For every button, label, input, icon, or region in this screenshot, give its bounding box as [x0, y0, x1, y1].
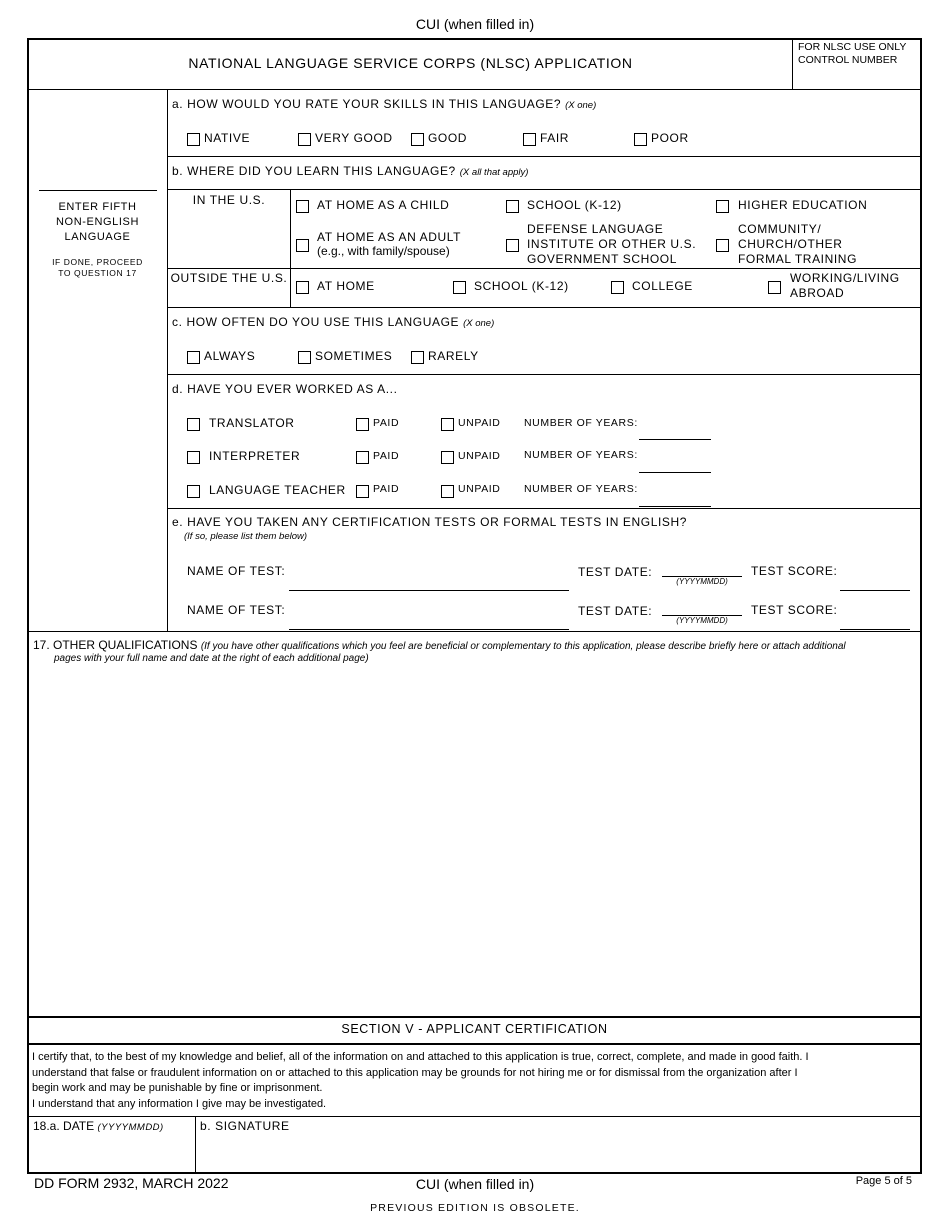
- college-label: COLLEGE: [632, 279, 693, 293]
- question-b: b. WHERE DID YOU LEARN THIS LANGUAGE? (X all that apply): [172, 164, 529, 178]
- sometimes-label: SOMETIMES: [315, 349, 393, 363]
- teacher-checkbox[interactable]: [187, 485, 200, 498]
- rarely-checkbox[interactable]: [411, 351, 424, 364]
- signature-field[interactable]: [198, 1136, 918, 1170]
- test-name-field-1[interactable]: [289, 590, 569, 591]
- previous-edition-note: PREVIOUS EDITION IS OBSOLETE.: [370, 1202, 580, 1214]
- interpreter-years-field[interactable]: [639, 472, 711, 473]
- test-date-label: TEST DATE:: [578, 565, 653, 579]
- unpaid-label: UNPAID: [458, 417, 501, 429]
- rarely-label: RARELY: [428, 349, 479, 363]
- question-e-hint: (If so, please list them below): [184, 531, 308, 542]
- outside-us-label: OUTSIDE THE U.S.: [170, 271, 288, 285]
- test-date-label: TEST DATE:: [578, 604, 653, 618]
- fair-checkbox[interactable]: [523, 133, 536, 146]
- unpaid-label: UNPAID: [458, 483, 501, 495]
- date-format-hint: (YYYYMMDD): [676, 577, 728, 586]
- test-score-label: TEST SCORE:: [751, 603, 838, 617]
- translator-unpaid-checkbox[interactable]: [441, 418, 454, 431]
- interpreter-label: INTERPRETER: [209, 449, 301, 463]
- cui-marking-top: CUI (when filled in): [415, 16, 535, 32]
- abroad-at-home-checkbox[interactable]: [296, 281, 309, 294]
- cui-marking-bottom: CUI (when filled in): [415, 1176, 535, 1192]
- other-qualifications-field[interactable]: [30, 670, 919, 1014]
- years-label: NUMBER OF YEARS:: [524, 449, 638, 461]
- native-label: NATIVE: [204, 131, 251, 145]
- page-number: Page 5 of 5: [855, 1175, 912, 1187]
- question-d: d. HAVE YOU EVER WORKED AS A...: [172, 382, 398, 396]
- test-name-field-2[interactable]: [289, 629, 569, 630]
- question-e: e. HAVE YOU TAKEN ANY CERTIFICATION TESTS OR FORMAL TESTS IN ENGLISH?: [172, 515, 688, 529]
- native-checkbox[interactable]: [187, 133, 200, 146]
- higher-education-label: HIGHER EDUCATION: [738, 198, 868, 212]
- interpreter-paid-checkbox[interactable]: [356, 451, 369, 464]
- teacher-years-field[interactable]: [639, 506, 711, 507]
- at-home-child-label: AT HOME AS A CHILD: [317, 198, 450, 212]
- interpreter-unpaid-checkbox[interactable]: [441, 451, 454, 464]
- always-label: ALWAYS: [204, 349, 256, 363]
- higher-education-checkbox[interactable]: [716, 200, 729, 213]
- abroad-at-home-label: AT HOME: [317, 279, 375, 293]
- paid-label: PAID: [373, 450, 400, 462]
- nlsc-use-only-label: FOR NLSC USE ONLY: [798, 41, 907, 53]
- section-v-title: SECTION V - APPLICANT CERTIFICATION: [341, 1022, 608, 1036]
- school-k12-us-label: SCHOOL (K-12): [527, 198, 622, 212]
- other-qualifications-label: 17. OTHER QUALIFICATIONS (If you have other qualifications which you feel are beneficial or complementary to this application, please describe briefly here or attach additional: [33, 638, 846, 652]
- test-score-label: TEST SCORE:: [751, 564, 838, 578]
- in-us-label: IN THE U.S.: [192, 193, 266, 207]
- unpaid-label: UNPAID: [458, 450, 501, 462]
- form-number: DD FORM 2932, MARCH 2022: [34, 1175, 229, 1191]
- teacher-unpaid-checkbox[interactable]: [441, 485, 454, 498]
- control-number-label: CONTROL NUMBER: [798, 54, 898, 66]
- always-checkbox[interactable]: [187, 351, 200, 364]
- school-k12-us-checkbox[interactable]: [506, 200, 519, 213]
- abroad-school-label: SCHOOL (K-12): [474, 279, 569, 293]
- interpreter-checkbox[interactable]: [187, 451, 200, 464]
- translator-paid-checkbox[interactable]: [356, 418, 369, 431]
- years-label: NUMBER OF YEARS:: [524, 483, 638, 495]
- fifth-language-label: ENTER FIFTH NON-ENGLISH LANGUAGE: [56, 201, 139, 243]
- working-abroad-checkbox[interactable]: [768, 281, 781, 294]
- abroad-school-checkbox[interactable]: [453, 281, 466, 294]
- defense-language-checkbox[interactable]: [506, 239, 519, 252]
- paid-label: PAID: [373, 483, 400, 495]
- working-abroad-label: WORKING/LIVING ABROAD: [790, 271, 900, 300]
- sometimes-checkbox[interactable]: [298, 351, 311, 364]
- certification-text: I certify that, to the best of my knowledge and belief, all of the information on and attached to this application is true, correct, complete, and made in good faith. I understand that false or fraudulent information on or attached to this application may be grounds for not hiring me or for dismissal from the organization after I begin work and may be punishable by fine or imprisonment. I understand that any information I give may be investigated.: [32, 1051, 809, 1110]
- at-home-child-checkbox[interactable]: [296, 200, 309, 213]
- at-home-adult-checkbox[interactable]: [296, 239, 309, 252]
- proceed-note: IF DONE, PROCEED TO QUESTION 17: [52, 257, 143, 278]
- translator-years-field[interactable]: [639, 439, 711, 440]
- translator-checkbox[interactable]: [187, 418, 200, 431]
- community-training-checkbox[interactable]: [716, 239, 729, 252]
- college-checkbox[interactable]: [611, 281, 624, 294]
- fair-label: FAIR: [540, 131, 570, 145]
- question-a: a. HOW WOULD YOU RATE YOUR SKILLS IN THIS LANGUAGE? (X one): [172, 97, 597, 111]
- date-field[interactable]: [30, 1136, 193, 1170]
- paid-label: PAID: [373, 417, 400, 429]
- poor-label: POOR: [651, 131, 689, 145]
- defense-language-label: DEFENSE LANGUAGE INSTITUTE OR OTHER U.S. GOVERNMENT SCHOOL: [527, 222, 697, 266]
- teacher-label: LANGUAGE TEACHER: [209, 483, 346, 497]
- test-score-field-2[interactable]: [840, 629, 910, 630]
- translator-label: TRANSLATOR: [209, 416, 295, 430]
- date-label: 18.a. DATE (YYYYMMDD): [33, 1119, 164, 1133]
- community-training-label: COMMUNITY/ CHURCH/OTHER FORMAL TRAINING: [738, 222, 858, 266]
- language-entry-line[interactable]: [39, 190, 157, 191]
- other-qualifications-hint: pages with your full name and date at the right of each additional page): [54, 653, 369, 664]
- test-score-field-1[interactable]: [840, 590, 910, 591]
- form-title: NATIONAL LANGUAGE SERVICE CORPS (NLSC) APPLICATION: [188, 55, 633, 71]
- good-label: GOOD: [428, 131, 468, 145]
- teacher-paid-checkbox[interactable]: [356, 485, 369, 498]
- date-format-hint: (YYYYMMDD): [676, 616, 728, 625]
- very-good-checkbox[interactable]: [298, 133, 311, 146]
- very-good-label: VERY GOOD: [315, 131, 393, 145]
- signature-label: b. SIGNATURE: [200, 1119, 290, 1133]
- good-checkbox[interactable]: [411, 133, 424, 146]
- question-c: c. HOW OFTEN DO YOU USE THIS LANGUAGE (X one): [172, 315, 495, 329]
- test-name-label: NAME OF TEST:: [187, 603, 286, 617]
- at-home-adult-label: AT HOME AS AN ADULT (e.g., with family/spouse): [317, 230, 462, 258]
- poor-checkbox[interactable]: [634, 133, 647, 146]
- years-label: NUMBER OF YEARS:: [524, 417, 638, 429]
- test-name-label: NAME OF TEST:: [187, 564, 286, 578]
